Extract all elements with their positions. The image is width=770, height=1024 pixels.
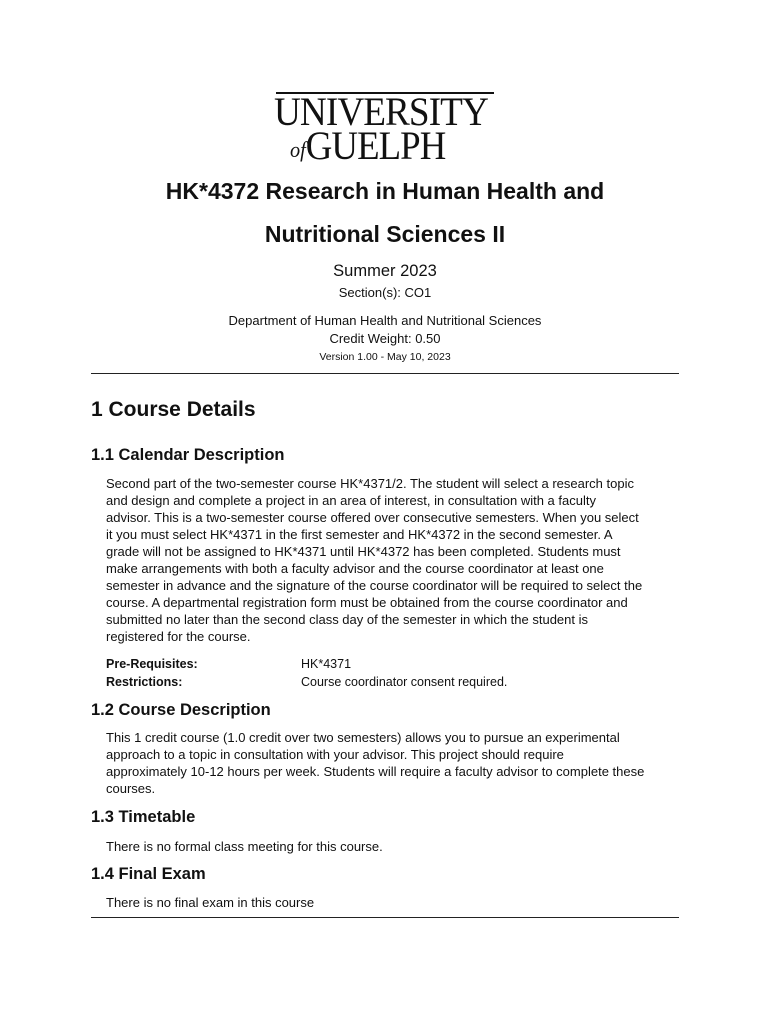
- department: Department of Human Health and Nutritional Sciences: [228, 313, 542, 328]
- calendar-line: advisor. This is a two-semester course offered over consecutive semesters. When you select: [106, 510, 639, 525]
- calendar-description-heading: 1.1 Calendar Description: [91, 446, 285, 464]
- final-exam-line: There is no final exam in this course: [106, 895, 315, 910]
- calendar-line: and design and complete a project in an area of interest, in consultation with a faculty: [106, 493, 596, 508]
- calendar-line: Second part of the two-semester course HK*4371/2. The student will select a research topic: [106, 476, 634, 491]
- logo-line-guelph: [290, 123, 446, 170]
- logo-guelph: GUELPH: [305, 123, 446, 168]
- restrictions-value: Course coordinator consent required.: [301, 675, 508, 689]
- course-details-heading: 1 Course Details: [91, 398, 256, 421]
- course-description-line: courses.: [106, 781, 156, 796]
- course-title-line-2: Nutritional Sciences II: [264, 221, 506, 247]
- course-title-line-1: HK*4372 Research in Human Health and: [165, 178, 605, 204]
- course-description-line: approach to a topic in consultation with your advisor. This project should require: [106, 747, 564, 762]
- calendar-description-text: [106, 475, 682, 645]
- timetable-heading: 1.3 Timetable: [91, 808, 196, 826]
- calendar-line: it you must select HK*4371 in the first semester and HK*4372 in the second semester. A: [106, 527, 613, 542]
- footer-divider: [91, 917, 679, 918]
- course-description-heading: 1.2 Course Description: [91, 701, 271, 719]
- header-divider: [91, 373, 679, 374]
- credit-weight: Credit Weight: 0.50: [329, 331, 441, 346]
- timetable-line: There is no formal class meeting for this course.: [106, 839, 383, 854]
- calendar-line: course. A departmental registration form must be obtained from the course coordinator and: [106, 595, 628, 610]
- calendar-line: make arrangements with both a faculty advisor and the course coordinator at least one: [106, 561, 604, 576]
- sections: Section(s): CO1: [338, 285, 432, 300]
- calendar-line: grade will not be assigned to HK*4371 until HK*4372 has been completed. Students must: [106, 544, 621, 559]
- course-description-line: This 1 credit course (1.0 credit over two semesters) allows you to pursue an experimental: [106, 730, 620, 745]
- restrictions-label: Restrictions:: [106, 675, 183, 689]
- logo-of: of: [290, 137, 306, 162]
- prerequisites-label: Pre-Requisites:: [106, 657, 198, 671]
- course-description-line: approximately 10-12 hours per week. Students will require a faculty advisor to complete these: [106, 764, 645, 779]
- logo-line-university: UNIVERSITY: [274, 89, 488, 134]
- timetable-text: [106, 838, 682, 855]
- calendar-line: registered for the course.: [106, 629, 251, 644]
- university-of-guelph-logo: [272, 90, 496, 166]
- final-exam-text: [106, 894, 682, 911]
- course-description-text: [106, 729, 682, 797]
- version: Version 1.00 - May 10, 2023: [319, 351, 451, 363]
- prerequisites-value: HK*4371: [301, 657, 352, 671]
- term: Summer 2023: [333, 262, 437, 280]
- calendar-line: submitted no later than the second class day of the semester in which the student is: [106, 612, 588, 627]
- calendar-line: semester in advance and the signature of the course coordinator will be required to select the: [106, 578, 643, 593]
- final-exam-heading: 1.4 Final Exam: [91, 865, 206, 883]
